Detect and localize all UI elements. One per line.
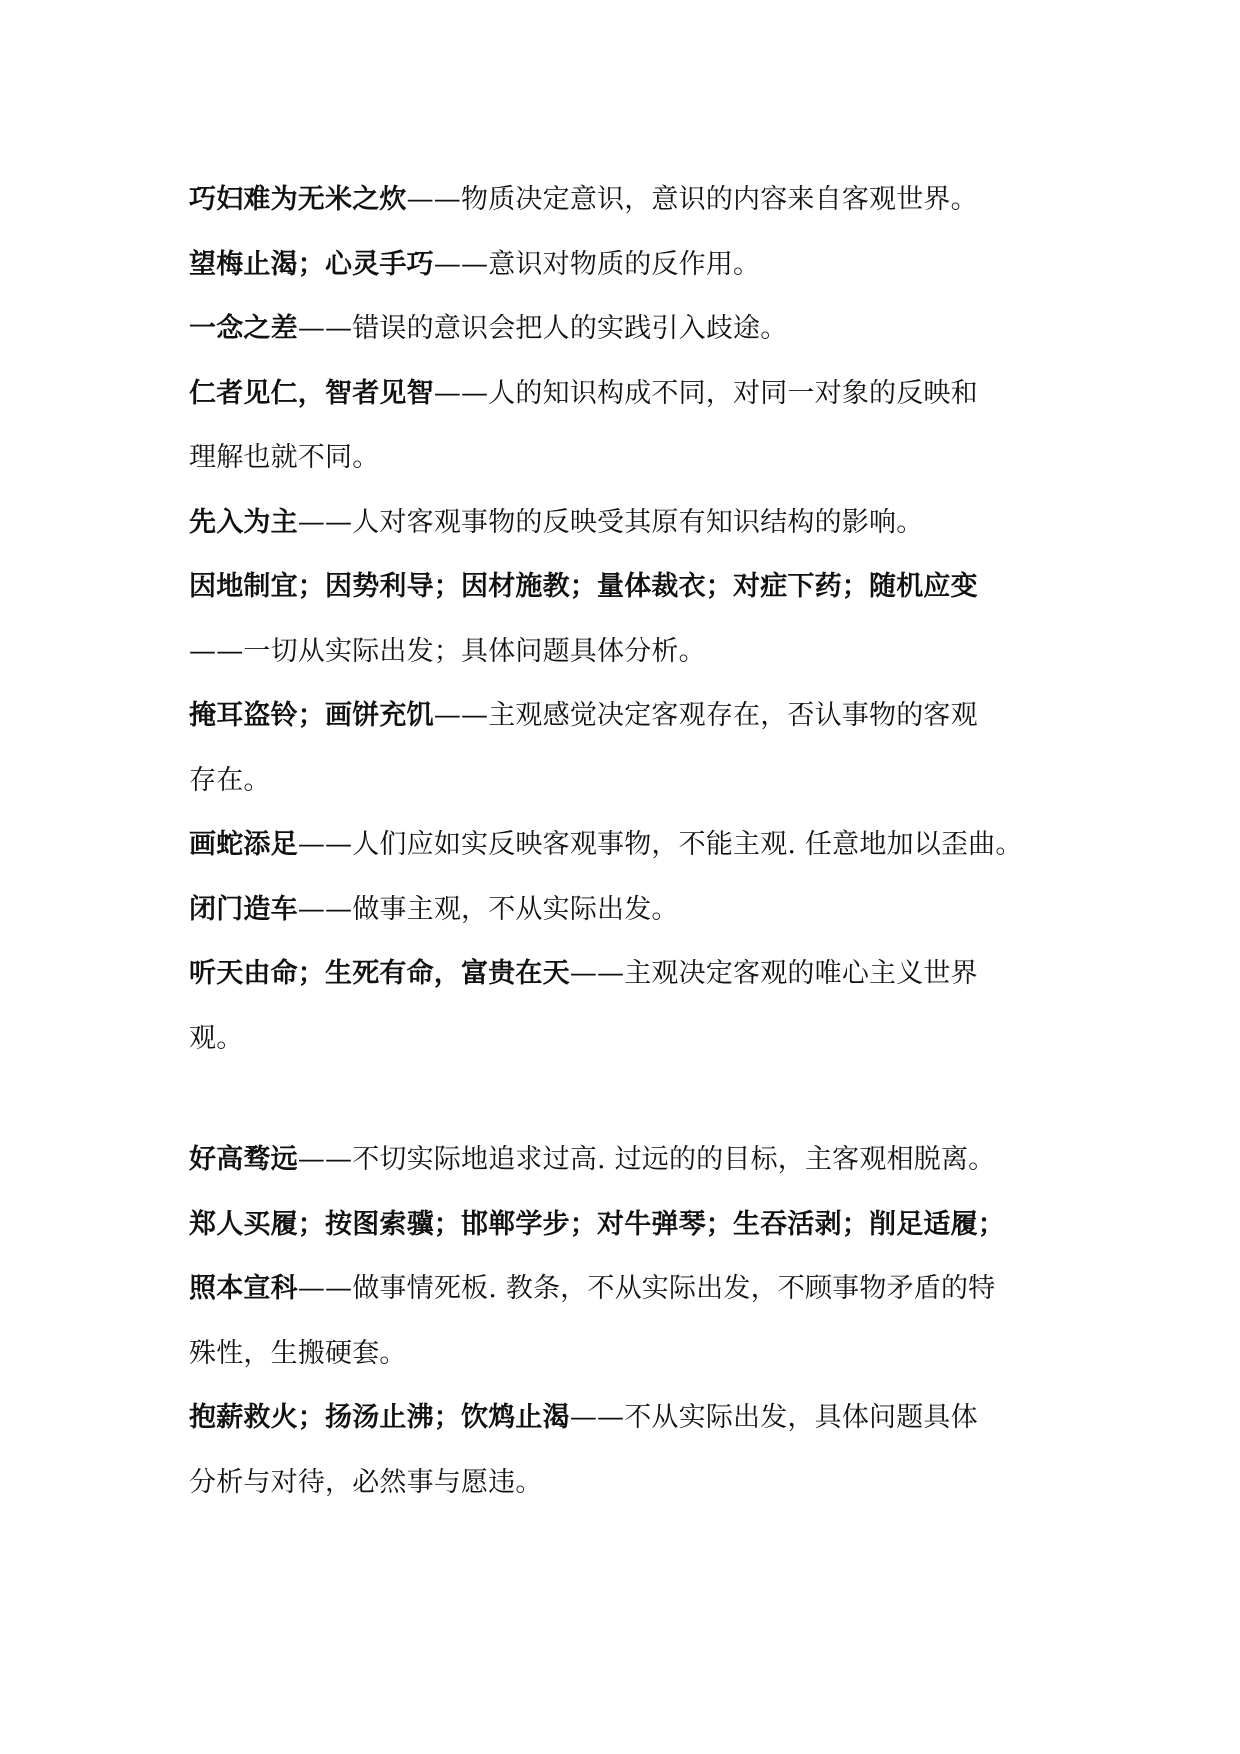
idiom-term: 抱薪救火；扬汤止沸；饮鸩止渴 bbox=[189, 1402, 570, 1433]
idiom-term: 好高骛远 bbox=[189, 1144, 298, 1175]
explanation: 错误的意识会把人的实践引入歧途。 bbox=[352, 313, 788, 344]
entry-continuation: ——一切从实际出发；具体问题具体分析。 bbox=[189, 635, 706, 667]
idiom-term: 仁者见仁，智者见智 bbox=[189, 377, 434, 409]
explanation: 人们应如实反映客观事物，不能主观. 任意地加以歪曲。 bbox=[352, 829, 1023, 860]
entry-line bbox=[189, 491, 1089, 556]
dash: —— bbox=[297, 313, 353, 344]
idiom-term: 巧妇难为无米之炊 bbox=[189, 184, 407, 215]
idiom-term: 一念之差 bbox=[189, 313, 298, 344]
entry-line bbox=[189, 1257, 1089, 1322]
entry-line bbox=[189, 233, 1089, 298]
entry-continuation: 观。 bbox=[189, 1022, 244, 1054]
document-page bbox=[189, 168, 1089, 1515]
explanation: 意识对物质的反作用。 bbox=[488, 248, 761, 280]
idiom-term: 因地制宜；因势利导；因材施教；量体裁衣；对症下药；随机应变 bbox=[189, 571, 978, 602]
explanation: 不切实际地追求过高. 过远的的目标，主客观相脱离。 bbox=[352, 1144, 996, 1175]
entry-line bbox=[189, 168, 1089, 233]
idiom-term: 听天由命；生死有命，富贵在天 bbox=[189, 958, 570, 989]
paragraph-gap bbox=[189, 1071, 1089, 1128]
entry-continuation: 理解也就不同。 bbox=[189, 442, 380, 473]
idiom-term: 望梅止渴；心灵手巧 bbox=[189, 248, 434, 280]
dash: —— bbox=[433, 377, 489, 409]
idiom-term: 郑人买履；按图索骥；邯郸学步；对牛弹琴；生吞活剥；削足适履； bbox=[189, 1208, 1005, 1240]
dash: —— bbox=[297, 1144, 353, 1175]
dash: —— bbox=[297, 506, 353, 538]
entry-line bbox=[189, 1128, 1089, 1193]
dash: —— bbox=[406, 184, 462, 215]
idiom-term: 掩耳盗铃；画饼充饥 bbox=[189, 700, 434, 731]
idiom-term: 闭门造车 bbox=[189, 893, 298, 925]
idiom-term: 照本宣科 bbox=[189, 1273, 298, 1304]
explanation: 主观感觉决定客观存在，否认事物的客观 bbox=[488, 700, 978, 731]
dash: —— bbox=[297, 1273, 353, 1304]
entry-continuation: 存在。 bbox=[189, 764, 271, 796]
entry-line bbox=[189, 362, 1089, 427]
explanation: 人对客观事物的反映受其原有知识结构的影响。 bbox=[352, 506, 924, 538]
entry-line bbox=[189, 297, 1089, 362]
explanation: 物质决定意识，意识的内容来自客观世界。 bbox=[461, 184, 978, 215]
entry-line bbox=[189, 1386, 1089, 1451]
dash: —— bbox=[297, 829, 353, 860]
entry-line bbox=[189, 684, 1089, 749]
entry-line bbox=[189, 1193, 1089, 1258]
dash: —— bbox=[433, 700, 489, 731]
entry-line bbox=[189, 878, 1089, 943]
explanation: 人的知识构成不同，对同一对象的反映和 bbox=[488, 377, 978, 409]
entry-continuation: 殊性，生搬硬套。 bbox=[189, 1337, 407, 1369]
dash: —— bbox=[569, 958, 625, 989]
idiom-term: 画蛇添足 bbox=[189, 829, 298, 860]
dash: —— bbox=[433, 248, 489, 280]
explanation: 主观决定客观的唯心主义世界 bbox=[624, 958, 978, 989]
explanation: 做事情死板. 教条，不从实际出发，不顾事物矛盾的特 bbox=[352, 1273, 996, 1304]
entry-line bbox=[189, 555, 1089, 620]
entry-line bbox=[189, 813, 1089, 878]
explanation: 不从实际出发，具体问题具体 bbox=[624, 1402, 978, 1433]
idiom-term: 先入为主 bbox=[189, 506, 298, 538]
entry-line bbox=[189, 942, 1089, 1007]
entry-continuation: 分析与对待，必然事与愿违。 bbox=[189, 1466, 543, 1498]
dash: —— bbox=[569, 1402, 625, 1433]
dash: —— bbox=[297, 893, 353, 925]
explanation: 做事主观，不从实际出发。 bbox=[352, 893, 679, 925]
